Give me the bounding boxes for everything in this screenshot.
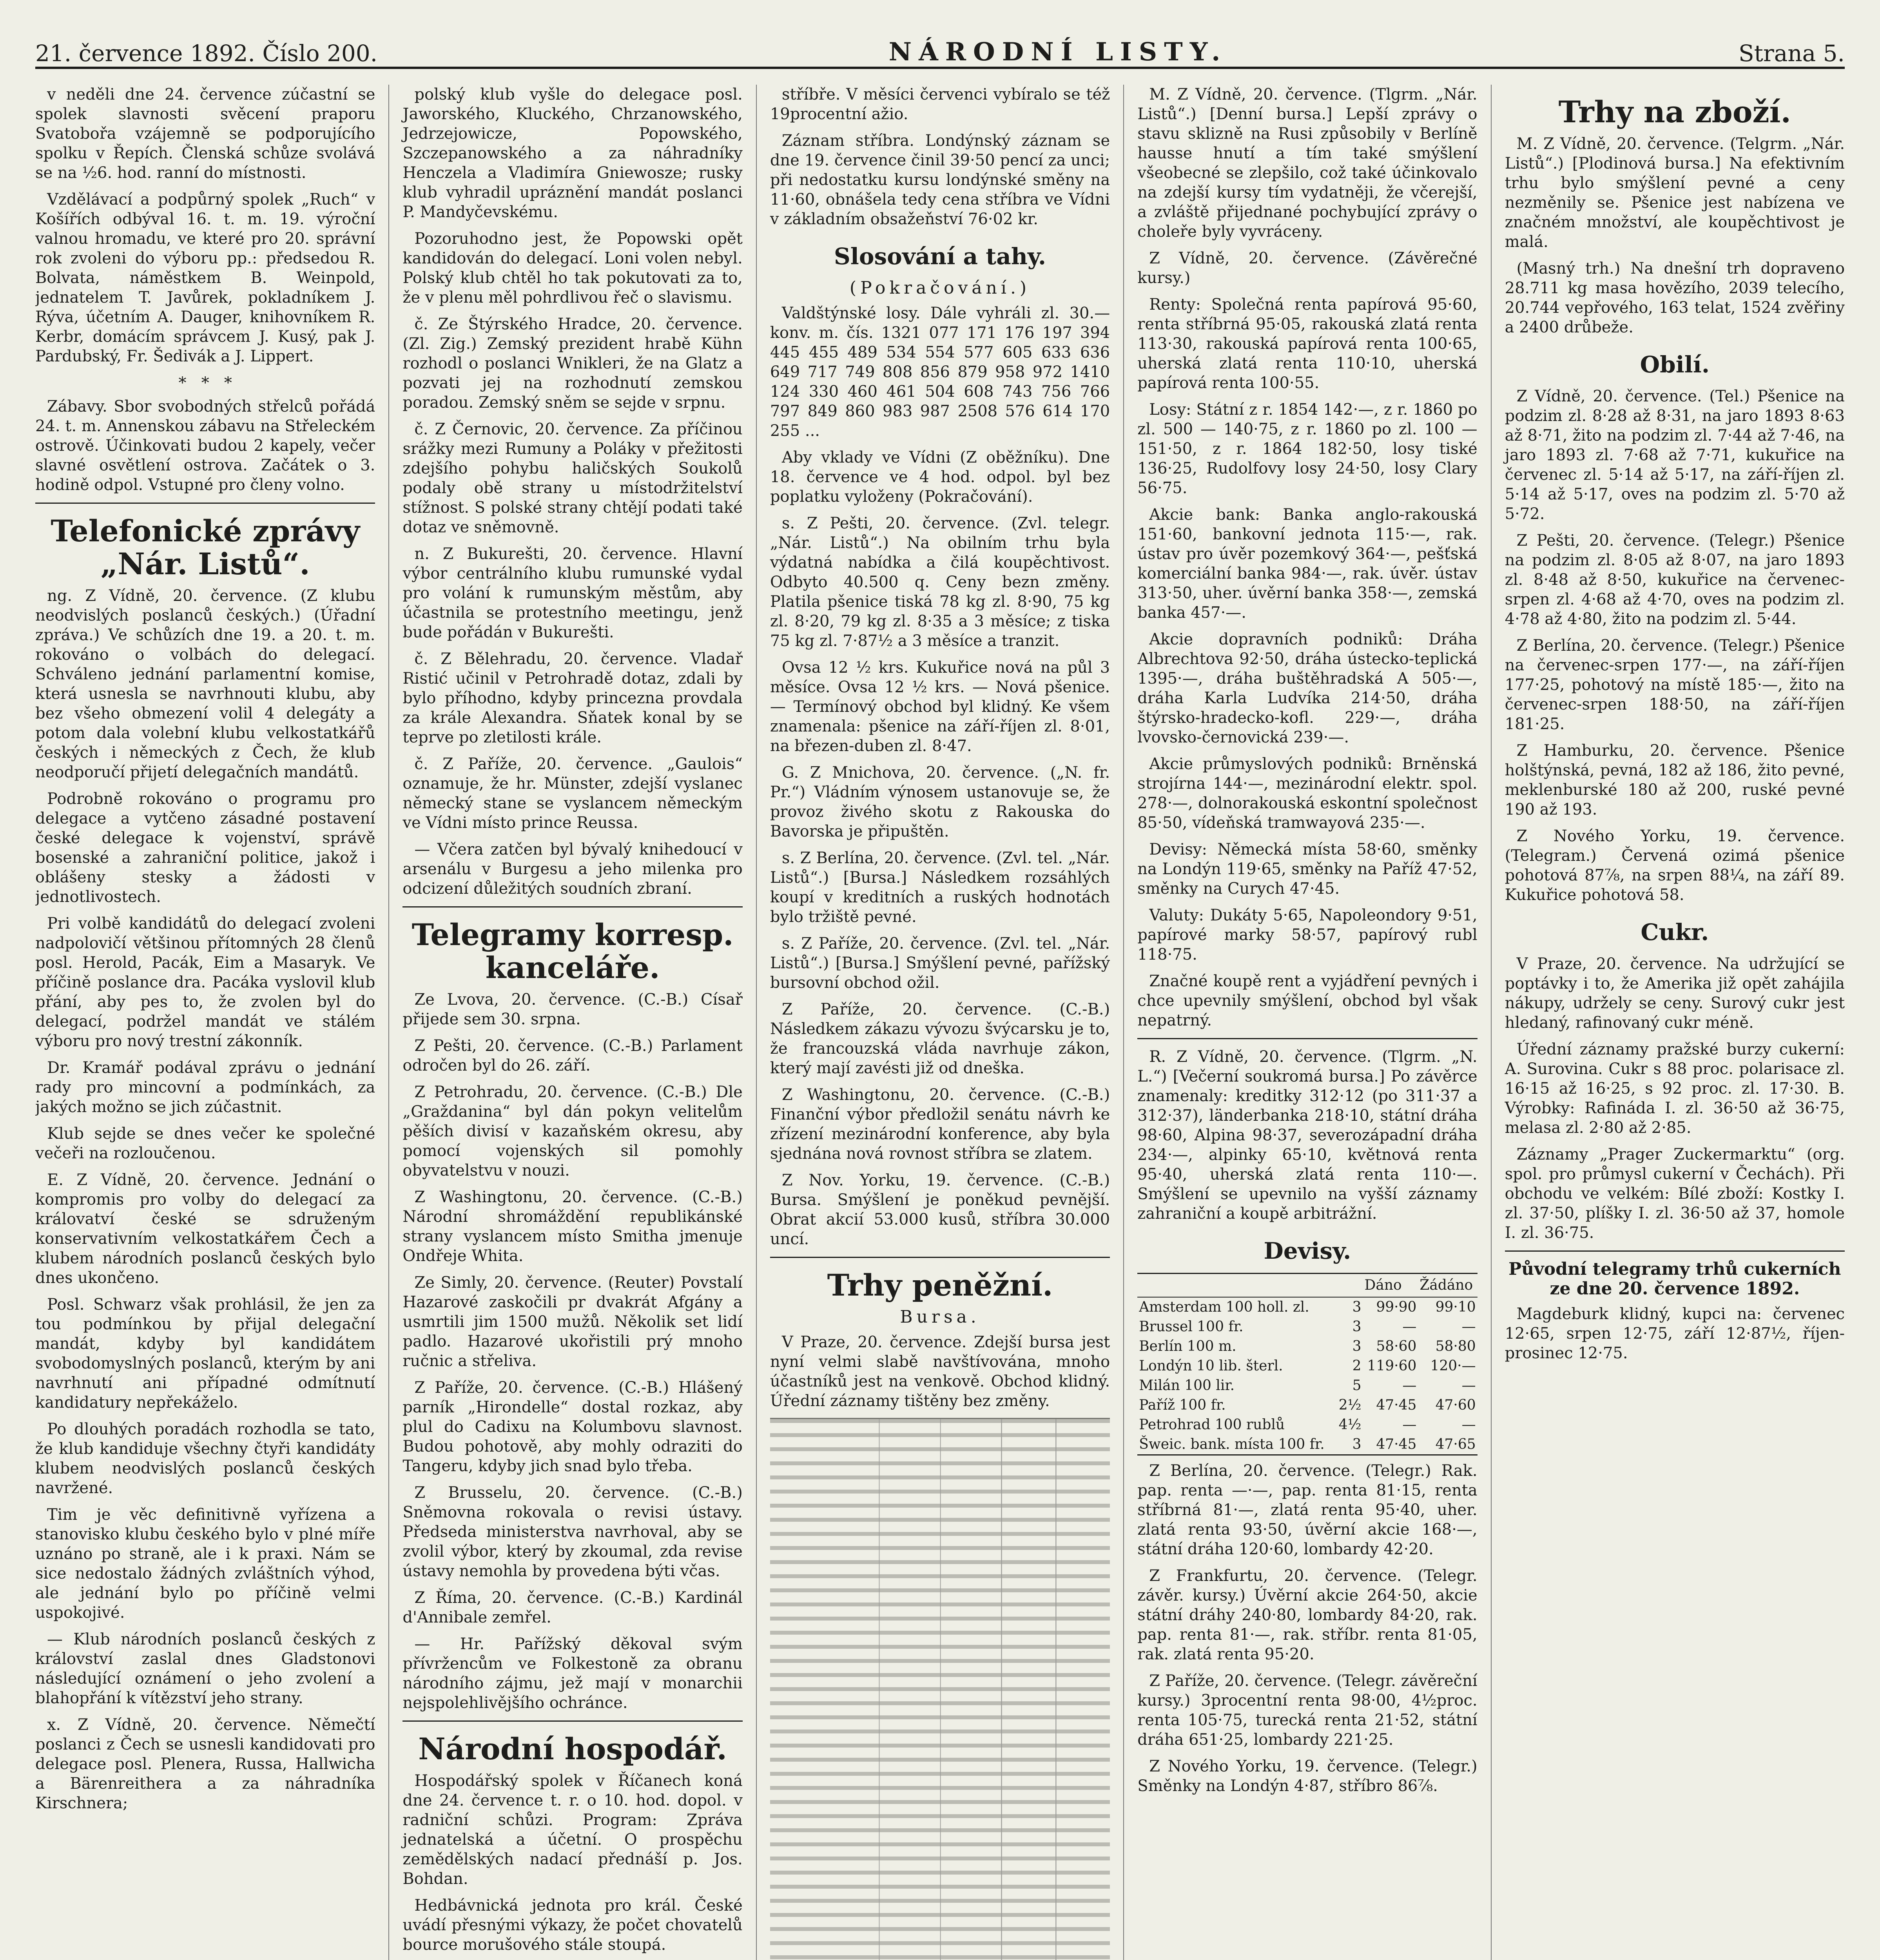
exchange-table-cell: 47·65 bbox=[1418, 1435, 1477, 1455]
divider bbox=[1137, 1038, 1477, 1039]
exchange-table-cell: Šweic. bank. místa 100 fr. bbox=[1137, 1435, 1336, 1455]
article-text: s. Z Paříže, 20. července. (Zvl. tel. „Nár. Listů“.) [Bursa.] Smýšlení pevné, pařížský bursovní obchod ožil. bbox=[770, 935, 1110, 992]
article-text: V Praze, 20. července. Na udržující se poptávky i to, že Amerika již opět zahájila nákupy, udržely se ceny. Surový cukr jest hledaný, rafinovaný cukr méně. bbox=[1505, 955, 1845, 1032]
article-text: Vzdělávací a podpůrný spolek „Ruch“ v Košířích odbýval 16. t. m. 19. výroční valnou hromadu, ve které pro 20. správní rok zvoleni do výboru pp.: předsedou R. Bolvata, náměstkem B. Weinpold, jednatelem T. Javůrek, pokladníkem J. Rýva, účetním A. Dauger, knihovníkem R. Kerbr, domácím správcem J. Kusý, pak J. Pardubský, Fr. Šedivák a J. Lippert. bbox=[35, 191, 375, 365]
masthead bbox=[35, 24, 1845, 69]
exchange-table-row bbox=[1137, 1337, 1477, 1356]
divider bbox=[1505, 1250, 1845, 1252]
article-text: Z Berlína, 20. července. (Telegr.) Rak. pap. renta —·—, pap. renta 81·15, renta stříbrná 81·—, zlatá renta 95·40, uher. zlatá renta 93·50, úvěrní akcie 168·—, státní dráha 120·60, lombardy 42·20. bbox=[1137, 1462, 1478, 1558]
exchange-table-column-header bbox=[1137, 1274, 1336, 1298]
article-text: Dr. Kramář podával zprávu o jednání rady pro mincovní a podmínkách, za jakých možno se jich zúčastnit. bbox=[35, 1059, 375, 1116]
column-4 bbox=[1123, 85, 1477, 1960]
exchange-table bbox=[1137, 1273, 1477, 1455]
exchange-table-cell: 119·60 bbox=[1367, 1358, 1417, 1374]
exchange-table-cell: 47·45 bbox=[1376, 1397, 1417, 1413]
section-heading: Trhy na zboží. bbox=[1558, 94, 1791, 129]
article-text: n. Z Bukurešti, 20. července. Hlavní výbor centrálního klubu rumunské vydal pro volání k rumunským městům, aby účastnila se protestního meetingu, jenž bude pořádán v Bukurešti. bbox=[402, 545, 743, 641]
columns bbox=[35, 85, 1845, 1960]
article-text: Značné koupě rent a vyjádření pevných i chce upevnily smýšlení, obchod byl však nepatrný. bbox=[1137, 972, 1478, 1029]
exchange-table-cell: 120·— bbox=[1430, 1358, 1476, 1374]
exchange-table-cell: — bbox=[1461, 1319, 1476, 1335]
article-text: č. Ze Štýrského Hradce, 20. července. (Zl. Zig.) Zemský prezident hrabě Kühn rozhodl o poslanci Wnikleri, že na Glatz a pozvati jej na rozhodnutí zemskou poradou. Zemský sněm se sejde v srpnu. bbox=[402, 315, 743, 412]
article-text: Záznam stříbra. Londýnský záznam se dne 19. července činil 39·50 pencí za unci; při nedostatku kursu londýnské směny na 11·60, obnášela tedy cena stříbra ve Vídni v základním obsažeňství 76·02 kr. bbox=[770, 132, 1110, 228]
article-text: Úřední záznamy pražské burzy cukerní: A. Surovina. Cukr s 88 proc. polarisace zl. 16·15 až 16·25, s 92 proc. zl. 17·30. B. Výrobky: Rafináda I. zl. 36·50 až 36·75, melasa zl. 2·80 až 2·85. bbox=[1505, 1040, 1845, 1137]
exchange-table-row bbox=[1137, 1435, 1477, 1455]
exchange-table-cell: 47·45 bbox=[1363, 1435, 1418, 1455]
article-text: Valdštýnské losy. Dále vyhráli zl. 30.— konv. m. čís. 1321 077 171 176 197 394 445 455 489 534 554 577 605 633 636 649 717 749 808 856 879 958 972 1410 124 330 460 461 504 608 743 756 766 797 849 860 983 987 2508 576 614 170 255 ... bbox=[770, 304, 1110, 440]
star-divider: * * * bbox=[178, 374, 232, 392]
exchange-table-cell: Petrohrad 100 rublů bbox=[1139, 1417, 1285, 1433]
divider bbox=[35, 503, 375, 504]
article-text: v neděli dne 24. července zúčastní se spolek slavnosti svěcení praporu Svatobořa vzájemně se podporujícího spolku v Řepích. Členská schůze svolává se na ½6. hod. ranní do místnosti. bbox=[35, 85, 375, 182]
article-text: s. Z Berlína, 20. července. (Zvl. tel. „Nár. Listů“.) [Bursa.] Následkem rozsáhlých koupí v kreditních a ruských hodnotách bylo tržiště pevné. bbox=[770, 849, 1110, 926]
article-text: Z Pešti, 20. července. (C.-B.) Parlament odročen byl do 26. září. bbox=[402, 1037, 743, 1074]
exchange-table-cell: — bbox=[1461, 1377, 1476, 1394]
exchange-table-cell: 2 bbox=[1352, 1358, 1362, 1374]
page-number: Strana 5. bbox=[1738, 40, 1845, 67]
article-text: Ze Simly, 20. července. (Reuter) Povstalí Hazarové zaskočili pr dvakrát Afgány a usmrtili jim 1500 mužů. Několik set lidí padlo. Hazarové ukořistili prý mnoho ručnic a střeliva. bbox=[402, 1274, 743, 1370]
article-text: Z Brusselu, 20. července. (C.-B.) Sněmovna rokovala o revisi ústavy. Předseda ministerstva navrhoval, aby se zvolil výbor, který by zkoumal, zda revise ústavy nemohla by provedena býti včas. bbox=[402, 1484, 743, 1580]
exchange-table-cell: — bbox=[1461, 1417, 1476, 1433]
article-text: — Včera zatčen byl bývalý knihedoucí v arsenálu v Burgesu a jeho milenka pro odcizení důležitých soudních zbraní. bbox=[402, 840, 743, 898]
article-text: Zábavy. Sbor svobodných střelců pořádá 24. t. m. Annenskou zábavu na Střeleckém ostrově. Účinkovati budou 2 kapely, večer slavné osvětlení ostrova. Začátek o 3. hodině odpol. Vstupné pro členy volno. bbox=[35, 397, 375, 494]
exchange-table-cell: Milán 100 lir. bbox=[1139, 1377, 1235, 1394]
article-text: Akcie dopravních podniků: Dráha Albrechtova 92·50, dráha ústecko-teplická 1395·—, dráha buštěhradská A 505·—, dráha Karla Ludvíka 214·50, dráha štýrsko-hradecko-kofl. 229·—, dráha lvovsko-černovická 239·—. bbox=[1137, 630, 1478, 746]
article-text: Akcie průmyslových podniků: Brněnská strojírna 144·—, mezinárodní elektr. spol. 278·—, dolnorakouská eskontní společnost 85·50, vídeňská tramwayová 235·—. bbox=[1137, 755, 1478, 832]
bourse-quotation-table bbox=[770, 1418, 1110, 1960]
article-text: R. Z Vídně, 20. července. (Tlgrm. „N. L.“) [Večerní soukromá bursa.] Po závěrce znamenaly: kreditky 312·12 (po 311·37 a 312·37), länderbanka 218·10, státní dráha 98·60, Alpina 98·37, severozápadní dráha 234·—, alpinky 65·10, květnová renta 95·40, uherská zlatá renta 110·—. Smýšlení se upevnilo na vyšší záznamy zahraniční a koupě arbitrážní. bbox=[1137, 1048, 1478, 1223]
article-text: Renty: Společná renta papírová 95·60, renta stříbrná 95·05, rakouská zlatá renta 113·30, rakouská papírová renta 100·65, uherská zlatá renta 110·10, uherská papírová renta 100·55. bbox=[1137, 296, 1478, 392]
section-heading: Obilí. bbox=[1640, 351, 1710, 378]
article-text: Z Hamburku, 20. července. Pšenice holštýnská, pevná, 182 až 186, žito pevné, meklenburské 180 až 200, ruské pevné 190 až 193. bbox=[1505, 742, 1845, 818]
article-text: ng. Z Vídně, 20. července. (Z klubu neodvislých poslanců českých.) (Úřadní zpráva.) Ve schůzích dne 19. a 20. t. m. rokováno o volbách do delegací. Schváleno jednání parlamentní komise, která usnesla se navrhnouti klubu, aby bez všeho obmezení volil 4 delegáty a potom dala volební klubu velkostatkářů českých i německých z Čech, že klub neodporučí přijetí delegačních mandátů. bbox=[35, 587, 375, 781]
section-heading: Slosování a tahy. bbox=[834, 243, 1046, 270]
article-text: Akcie bank: Banka anglo-rakouská 151·60, bankovní jednota 115·—, rak. ústav pro úvěr pozemkový 364·—, pešťská komerciální banka 984·—, rak. úvěr. ústav 313·50, uher. úvěrní banka 358·—, zemská banka 457·—. bbox=[1137, 506, 1478, 622]
article-text: (Masný trh.) Na dnešní trh dopraveno 28.711 kg masa hovězího, 2039 telecího, 20.744 vepřového, 163 telat, 1524 zvěřiny a 2400 drůbeže. bbox=[1505, 260, 1845, 336]
article-text: Hospodářský spolek v Říčanech koná dne 24. července t. r. o 10. hod. dopol. v radniční schůzi. Program: Zpráva jednatelská a účetní. O prospěchu zemědělských nadací přednáší p. Jos. Bohdan. bbox=[402, 1772, 743, 1888]
divider bbox=[402, 1720, 742, 1722]
article-text: Valuty: Dukáty 5·65, Napoleondory 9·51, papírové marky 58·57, papírový rubl 118·75. bbox=[1137, 906, 1478, 964]
exchange-table-cell: — bbox=[1402, 1417, 1417, 1433]
section-subheading: Původní telegramy trhů cukerních ze dne 20. července 1892. bbox=[1508, 1259, 1841, 1299]
article-text: Podrobně rokováno o programu pro delegace a vytčeno zásadné postavení české delegace k vojenství, správě bosenské a zahraniční politice, jakož i oblášeny stesky a žádosti v jednotlivostech. bbox=[35, 790, 375, 906]
exchange-table-cell: Brussel 100 fr. bbox=[1139, 1319, 1244, 1335]
article-text: Z Petrohradu, 20. července. (C.-B.) Dle „Graždanina“ byl dán pokyn velitelům pěších divisí v kazaňském okresu, aby pomocí vojenských sil pomohly obyvatelstvu v nouzi. bbox=[402, 1083, 743, 1180]
article-text: polský klub vyšle do delegace posl. Jaworského, Kluckého, Chrzanowského, Jedrzejowicze, Popowského, Szczepanowského a za náhradníky Henczela a Vladimíra Gniewosze; rusky klub vyhradil upráznění mandát poslanci P. Mandyčevskému. bbox=[402, 85, 743, 221]
exchange-table-cell: — bbox=[1402, 1377, 1417, 1394]
article-text: x. Z Vídně, 20. července. Němečtí poslanci z Čech se usnesli kandidovati pro delegace posl. Plenera, Russa, Hallwicha a Bärenreithera a za náhradníka Kirschnera; bbox=[35, 1716, 375, 1812]
exchange-table-row bbox=[1137, 1297, 1477, 1317]
article-text: č. Z Černovic, 20. července. Za příčinou srážky mezi Rumuny a Poláky v přežitosti zdejšího pohybu haličských Soukolů podaly obě strany u místodržitelství stížnost. S polské strany chtějí podati také dotaz ve sněmovně. bbox=[402, 420, 743, 536]
exchange-table-row bbox=[1137, 1396, 1477, 1415]
column-3 bbox=[756, 85, 1110, 1960]
article-text: Z Berlína, 20. července. (Telegr.) Pšenice na červenec-srpen 177·—, na září-říjen 177·25, pohotový na místě 185·—, žito na červenec-srpen 188·50, na září-říjen 181·25. bbox=[1505, 637, 1845, 733]
article-text: Záznamy „Prager Zuckermarktu“ (org. spol. pro průmysl cukerní v Čechách). Při obchodu ve velkém: Bílé zboží: Kostky I. zl. 37·50, plíšky I. zl. 36·50 až 37, homole I. zl. 36·75. bbox=[1505, 1145, 1845, 1242]
article-text: Z Washingtonu, 20. července. (C.-B.) Finanční výbor předložil senátu návrh ke zřízení mezinárodní konference, aby byla sjednána nová rovnost stříbra se zlatem. bbox=[770, 1086, 1110, 1163]
article-text: Devisy: Německá místa 58·60, směnky na Londýn 119·65, směnky na Paříž 47·52, směnky na Curych 47·45. bbox=[1137, 840, 1478, 898]
exchange-table-cell: Paříž 100 fr. bbox=[1139, 1397, 1226, 1413]
exchange-table-cell: Berlín 100 m. bbox=[1139, 1338, 1236, 1354]
article-text: s. Z Pešti, 20. července. (Zvl. telegr. „Nár. Listů“.) Na obilním trhu byla výdatná nabídka a čilá koupěchtivost. Odbyto 40.500 q. Ceny bezn změny. Platila pšenice tiská 78 kg zl. 8·90, 75 kg zl. 8·20, 79 kg zl. 8·35 a 3 měsíce; z tiska 75 kg zl. 7·87½ a 3 měsíce a tranzit. bbox=[770, 514, 1110, 650]
exchange-table-row bbox=[1137, 1356, 1477, 1376]
article-text: M. Z Vídně, 20. července. (Telgrm. „Nár. Listů“.) [Plodinová bursa.] Na efektivním trhu bylo smýšlení pevné a ceny nezměnily se. Pšenice jest nabízena ve značném množství, ale koupěchtivost je malá. bbox=[1505, 135, 1845, 251]
exchange-table-cell: 2½ bbox=[1338, 1397, 1362, 1413]
article-text: Ze Lvova, 20. července. (C.-B.) Císař přijede sem 30. srpna. bbox=[402, 991, 743, 1028]
article-text: Z Nov. Yorku, 19. července. (C.-B.) Bursa. Smýšlení je poněkud pevnější. Obrat akcií 53.000 kusů, stříbra 30.000 uncí. bbox=[770, 1171, 1110, 1248]
article-text: M. Z Vídně, 20. července. (Tlgrm. „Nár. Listů“.) [Denní bursa.] Lepší zprávy o stavu sklizně na Rusi způsobily v Berlíně hausse hnutí a tím také smýšlení všeobecné se zlepšilo, což také účinkovalo na zdejší kursy tím vydatněji, že včerejší, a zvláště přijednané pochybující zprávy o choleře byly vyvráceny. bbox=[1137, 85, 1478, 241]
section-subheading: Bursa. bbox=[900, 1307, 980, 1327]
exchange-table-column-header: Žádáno bbox=[1418, 1274, 1477, 1298]
divider bbox=[770, 1257, 1110, 1258]
exchange-table-row bbox=[1137, 1415, 1477, 1435]
article-text: Z Říma, 20. července. (C.-B.) Kardinál d'Annibale zemřel. bbox=[402, 1589, 743, 1626]
article-text: Z Washingtonu, 20. července. (C.-B.) Národní shromáždění republikánské strany vyslancem místo Smitha jmenuje Ondřeje Whita. bbox=[402, 1188, 743, 1265]
article-text: Z Paříže, 20. července. (C.-B.) Následkem zákazu vývozu švýcarsku je to, že francouzská vláda navrhuje zákon, který mají zavésti již od dneška. bbox=[770, 1000, 1110, 1077]
article-text: Z Pešti, 20. července. (Telegr.) Pšenice na podzim zl. 8·05 až 8·07, na jaro 1893 zl. 8·48 až 8·50, kukuřice na červenec-srpen zl. 4·68 až 4·70, oves na podzim zl. 4·78 až 4·80, žito na podzim zl. 5·44. bbox=[1505, 532, 1845, 628]
issue-date: 21. července 1892. Číslo 200. bbox=[35, 40, 378, 67]
section-heading: Devisy. bbox=[1264, 1238, 1351, 1264]
article-text: Magdeburk klidný, kupci na: červenec 12·65, srpen 12·75, září 12·87½, říjen-prosinec 12·75. bbox=[1505, 1305, 1845, 1362]
article-text: V Praze, 20. července. Zdejší bursa jest nyní velmi slabě navštívována, mnoho účastníků jest na venkově. Obchod klidný. Úřední záznamy tištěny bez změny. bbox=[770, 1333, 1110, 1410]
article-text: Z Vídně, 20. července. (Závěrečné kursy.) bbox=[1137, 249, 1478, 287]
section-heading: Telefonické zprávy „Nár. Listů“. bbox=[51, 514, 360, 581]
exchange-table-cell: 47·60 bbox=[1435, 1397, 1476, 1413]
exchange-table-cell: 5 bbox=[1352, 1377, 1362, 1394]
section-heading: Národní hospodář. bbox=[418, 1731, 727, 1766]
section-heading: Trhy peněžní. bbox=[827, 1268, 1053, 1303]
article-text: Klub sejde se dnes večer ke společné večeři na rozloučenou. bbox=[35, 1125, 375, 1162]
article-text: Z Frankfurtu, 20. července. (Telegr. závěr. kursy.) Úvěrní akcie 264·50, akcie státní dráhy 240·80, lombardy 84·20, rak. pap. renta 81·—, rak. stříbr. renta 81·05, rak. zlatá renta 95·20. bbox=[1137, 1567, 1478, 1663]
exchange-table-row bbox=[1137, 1376, 1477, 1396]
exchange-table-cell: 3 bbox=[1352, 1338, 1362, 1354]
article-text: Aby vklady ve Vídni (Z oběžníku). Dne 18. července ve 4 hod. odpol. byl bez poplatku vyloženy (Pokračování). bbox=[770, 448, 1110, 506]
exchange-table-cell: 3 bbox=[1336, 1435, 1363, 1455]
article-text: Z Nového Yorku, 19. července. (Telegr.) Směnky na Londýn 4·87, stříbro 86⅞. bbox=[1137, 1757, 1478, 1795]
article-text: E. Z Vídně, 20. července. Jednání o kompromis pro volby do delegací za královatví české se sdruženým konservativním velkostatkářem Čech a klubem národních poslanců českých bylo dnes ukončeno. bbox=[35, 1171, 375, 1287]
article-text: Hedbávnická jednota pro král. České uvádí přesnými výkazy, že počet chovatelů bource morušového stále stoupá. bbox=[402, 1896, 743, 1954]
article-text: Pri volbě kandidátů do delegací zvoleni nadpolovičí většinou přítomných 28 členů posl. Herold, Pacák, Eim a Masaryk. Ve příčině poslance dra. Pacáka vyslovil klub přání, aby pes to, že zvolen byl do delegací, podržel mandát ve stálém výboru pro nový trestní zákonník. bbox=[35, 915, 375, 1050]
column-1 bbox=[35, 85, 375, 1960]
exchange-table-cell: — bbox=[1402, 1319, 1417, 1335]
article-text: — Hr. Pařížský děkoval svým přívržencům ve Folkestoně za obranu národního zájmu, jež mají v monarchii nejspolehlivějšího ochránce. bbox=[402, 1635, 743, 1712]
article-text: Posl. Schwarz však prohlásil, že jen za tou podmínkou by přijal delegační mandát, kdyby byl kandidátem svobodomyslných poslanců, kterým by ani navrhnutí ani případné odmítnutí kandidatury nepřekáželo. bbox=[35, 1296, 375, 1412]
exchange-table-cell: 3 bbox=[1352, 1299, 1362, 1315]
article-text: G. Z Mnichova, 20. července. („N. fr. Pr.“) Vládním výnosem ustanovuje se, že provoz živého skotu z Rakouska do Bavorska je připuštěn. bbox=[770, 764, 1110, 840]
divider bbox=[402, 906, 742, 907]
exchange-table-cell: Amsterdam 100 holl. zl. bbox=[1139, 1299, 1309, 1315]
exchange-table-column-header: Dáno bbox=[1363, 1274, 1418, 1298]
section-subheading: (Pokračování.) bbox=[849, 278, 1031, 298]
article-text: Z Nového Yorku, 19. července. (Telegram.) Červená ozimá pšenice pohotová 87⅞, na srpen 88¼, na září 89. Kukuřice pohotová 58. bbox=[1505, 827, 1845, 904]
exchange-table-header bbox=[1137, 1274, 1477, 1298]
article-text: č. Z Paříže, 20. července. „Gaulois“ oznamuje, že hr. Münster, zdejší vyslanec německý stane se vyslancem německým ve Vídni místo prince Reussa. bbox=[402, 755, 743, 832]
exchange-table-cell: 58·60 bbox=[1376, 1338, 1417, 1354]
exchange-table-cell: 58·80 bbox=[1435, 1338, 1476, 1354]
newspaper-title: NÁRODNÍ LISTY. bbox=[888, 37, 1227, 67]
section-heading: Cukr. bbox=[1641, 919, 1709, 946]
article-text: č. Z Bělehradu, 20. července. Vladař Ristić učinil v Petrohradě dotaz, zdali by bylo příhodno, kdyby princezna provdala za krále Alexandra. Sňatek konal by se teprve po zletilosti krále. bbox=[402, 650, 743, 746]
article-text: Tim je věc definitivně vyřízena a stanovisko klubu českého bylo v plné míře uznáno po straně, ale i k praxi. Nám se sice nedostalo žádných zvláštních výhod, ale jednání bylo po příčině velmi uspokojivé. bbox=[35, 1506, 375, 1622]
article-text: Z Vídně, 20. července. (Tel.) Pšenice na podzim zl. 8·28 až 8·31, na jaro 1893 8·63 až 8·71, žito na podzim zl. 7·44 až 7·46, na jaro 1893 zl. 7·68 až 7·71, kukuřice na červenec zl. 5·14 až 5·17, na září-říjen zl. 5·14 až 5·17, oves na podzim zl. 5·70 až 5·72. bbox=[1505, 387, 1845, 523]
exchange-table-column-header bbox=[1336, 1274, 1363, 1298]
article-text: Ovsa 12 ½ krs. Kukuřice nová na půl 3 měsíce. Ovsa 12 ½ krs. — Nová pšenice. — Termínový obchod byl klidný. Ke všem znamenala: pšenice na září-říjen zl. 8·01, na březen-duben zl. 8·47. bbox=[770, 659, 1110, 755]
article-text: Pozoruhodno jest, že Popowski opět kandidován do delegací. Loni volen nebyl. Polský klub chtěl ho tak pokutovati za to, že v plenu měl pohrdlivou řeč o slavismu. bbox=[402, 230, 743, 307]
article-text: — Klub národních poslanců českých z království zaslal dnes Gladstonovi následující oznámení o jeho zvolení a blahopřání k vítězství jeho strany. bbox=[35, 1630, 375, 1707]
article-text: Losy: Státní z r. 1854 142·—, z r. 1860 po zl. 500 — 140·75, z r. 1860 po zl. 100 — 151·50, z r. 1864 182·50, losy tiské 136·25, Rudolfovy losy 24·50, losy Clary 56·75. bbox=[1137, 401, 1478, 497]
column-5 bbox=[1491, 85, 1845, 1960]
exchange-table-cell: 99·90 bbox=[1376, 1299, 1417, 1315]
exchange-table-cell: 99·10 bbox=[1435, 1299, 1476, 1315]
article-text: stříbře. V měsíci červenci vybíralo se též 19procentní ažio. bbox=[770, 85, 1110, 123]
article-text: Z Paříže, 20. července. (Telegr. závěreční kursy.) 3procentní renta 98·00, 4½proc. renta 105·75, turecká renta 21·52, státní dráha 651·25, lombardy 221·25. bbox=[1137, 1672, 1478, 1749]
section-heading: Telegramy korresp. kanceláře. bbox=[412, 917, 734, 985]
article-text: Po dlouhých poradách rozhodla se tato, že klub kandiduje všechny čtyři kandidáty klubem neodvislých poslanců českých navržené. bbox=[35, 1420, 375, 1497]
article-text: Z Paříže, 20. července. (C.-B.) Hlášený parník „Hirondelle“ dostal rozkaz, aby plul do Cadixu na Kolumbovu slavnost. Budou pohotově, aby mohly odraziti do Tangeru, kdyby jich snad bylo třeba. bbox=[402, 1379, 743, 1475]
exchange-table-cell: Londýn 10 lib. šterl. bbox=[1139, 1358, 1283, 1374]
column-2 bbox=[388, 85, 742, 1960]
exchange-table-cell: 4½ bbox=[1338, 1417, 1362, 1433]
exchange-table-row bbox=[1137, 1317, 1477, 1337]
exchange-table-cell: 3 bbox=[1352, 1319, 1362, 1335]
